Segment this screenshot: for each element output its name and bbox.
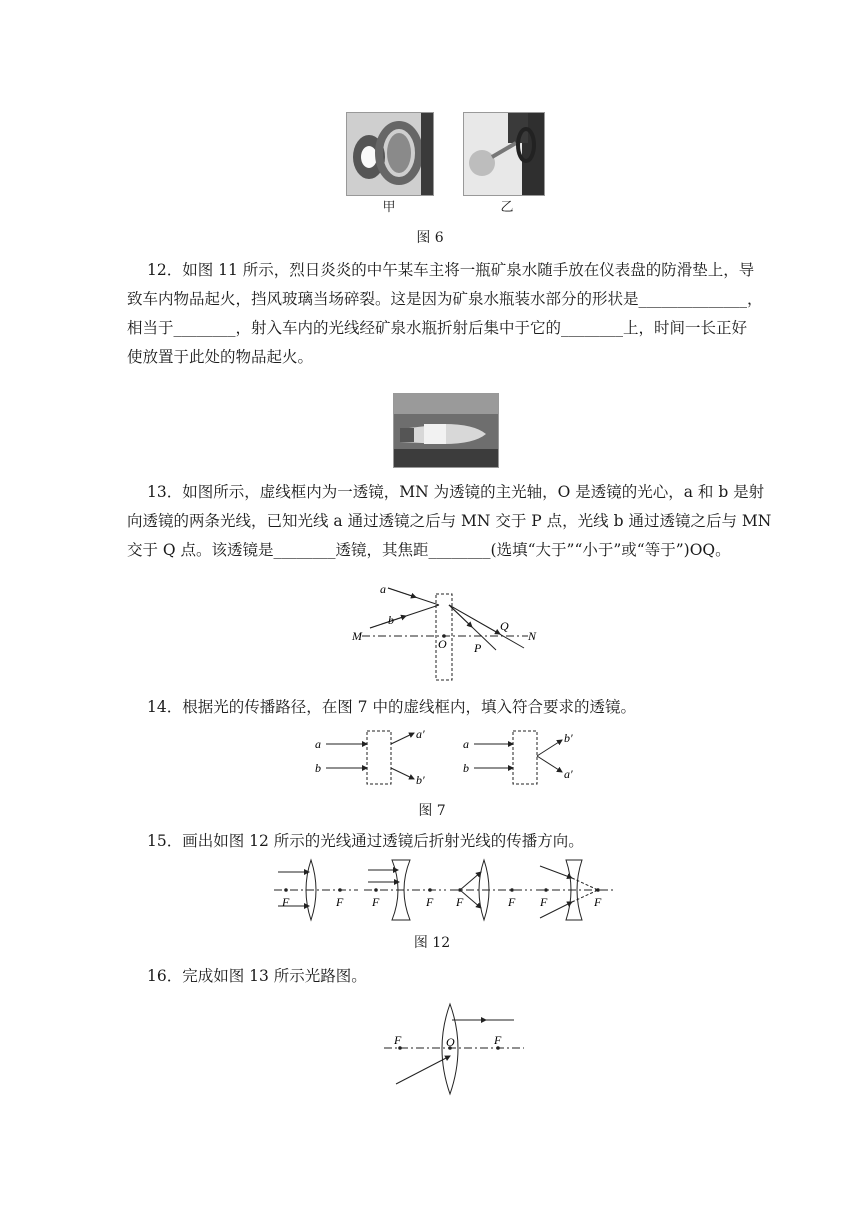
q13-label-O: O (438, 637, 447, 651)
q15-d3-f-left: F (456, 895, 464, 909)
q15-text (127, 827, 733, 856)
q16-ray-lower (396, 1056, 450, 1084)
q13-label-b: b (388, 613, 394, 627)
q14-text (127, 693, 733, 722)
q14-right-in-b: b (463, 761, 469, 775)
q14-line1: 14．根据光的传播路径，在图 7 中的虚线框内，填入符合要求的透镜。 (147, 698, 636, 716)
q12-line4: 使放置于此处的物品起火。 (127, 348, 314, 366)
q15-d4-f-left: F (540, 895, 548, 909)
q13-diagram (340, 578, 550, 682)
q14-left-box (367, 731, 391, 784)
fig6-caption: 图 6 (416, 230, 444, 246)
q14-left-in-b: b (315, 761, 321, 775)
q13-label-P: P (474, 641, 482, 655)
q14-right-in-a: a (463, 737, 469, 751)
photo-yi-drawing (464, 113, 544, 195)
q16-label-F-right: F (494, 1033, 502, 1047)
q16-label-F-left: F (394, 1033, 402, 1047)
q14-left-out-a: a′ (416, 727, 425, 741)
q12-line3: 相当于________，射入车内的光线经矿泉水瓶折射后集中于它的________上，时间一长正好 (127, 319, 748, 337)
q15-diagram-4 (536, 860, 616, 920)
q14-left-in-a: a (315, 737, 321, 751)
q15-d3-f-right: F (508, 895, 516, 909)
fig12-caption: 图 12 (413, 935, 451, 951)
q14-left-out-b: b′ (416, 773, 425, 787)
q16-line1: 16．完成如图 13 所示光路图。 (147, 967, 367, 985)
q15-d1-f-right: F (336, 895, 344, 909)
q16-text (127, 962, 733, 991)
fig7-caption: 图 7 (418, 803, 446, 819)
photo-yi (463, 112, 545, 196)
photo-bottle (393, 393, 499, 468)
q14-right-out-b: b′ (564, 731, 573, 745)
q12-text (127, 256, 763, 372)
q13-line2: 向透镜的两条光线，已知光线 a 通过透镜之后与 MN 交于 P 点，光线 b 通过透镜之后与 MN (127, 512, 772, 530)
q15-d2-f-left: F (372, 895, 380, 909)
q13-line1: 13．如图所示，虚线框内为一透镜，MN 为透镜的主光轴，O 是透镜的光心，a 和 b 是射 (147, 483, 765, 501)
photo-jia (346, 112, 434, 196)
q12-line1: 12．如图 11 所示，烈日炎炎的中午某车主将一瓶矿泉水随手放在仪表盘的防滑垫上，导 (147, 261, 755, 279)
q12-line2: 致车内物品起火，挡风玻璃当场碎裂。这是因为矿泉水瓶装水部分的形状是______________， (127, 290, 763, 308)
q14-right-out-a: a′ (564, 767, 573, 781)
q16-diagram (380, 1000, 530, 1100)
q15-d2-f-right: F (426, 895, 434, 909)
q13-line3: 交于 Q 点。该透镜是________透镜，其焦距________(选填“大于”“小于”或“等于”)OQ。 (127, 541, 731, 559)
q15-diagram-3 (450, 860, 532, 920)
q15-diagrams (270, 858, 620, 924)
q15-diagram-1 (274, 860, 358, 920)
q13-label-a: a (380, 582, 386, 596)
q16-label-O: O (446, 1035, 455, 1049)
q14-diagram-right (458, 724, 588, 788)
q13-label-N: N (528, 629, 537, 643)
q13-label-M: M (352, 629, 362, 643)
photo-bottle-drawing (394, 394, 498, 467)
fig6-label-right: 乙 (500, 200, 514, 215)
q13-label-Q: Q (500, 619, 509, 633)
q15-diagram-2 (364, 860, 446, 920)
fig6-label-left: 甲 (382, 200, 396, 215)
q14-diagram-left (310, 724, 440, 788)
q13-text (127, 478, 772, 565)
q15-d1-f-left: F (282, 895, 290, 909)
photo-jia-drawing (347, 113, 433, 195)
q15-d4-f-right: F (594, 895, 602, 909)
q15-line1: 15．画出如图 12 所示的光线通过透镜后折射光线的传播方向。 (147, 832, 584, 850)
q14-right-box (513, 731, 537, 784)
